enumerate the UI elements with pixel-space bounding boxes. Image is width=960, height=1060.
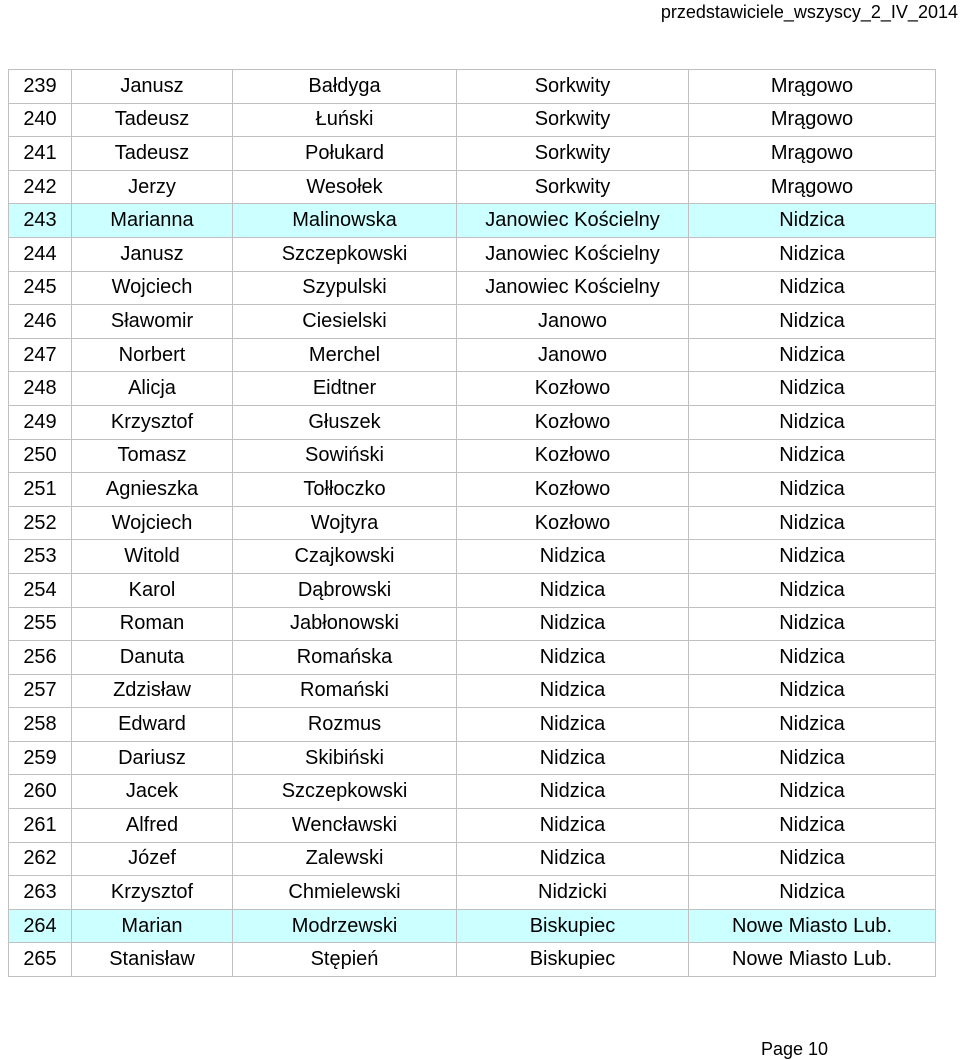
locality-cell: Nidzica xyxy=(457,809,689,843)
first-name-cell: Krzysztof xyxy=(72,876,233,910)
first-name-cell: Wojciech xyxy=(72,271,233,305)
locality-cell: Sorkwity xyxy=(457,103,689,137)
last-name-cell: Romański xyxy=(233,674,457,708)
table-row xyxy=(9,103,936,137)
row-number-cell: 264 xyxy=(9,909,72,943)
row-number-cell: 247 xyxy=(9,338,72,372)
commune-cell: Nowe Miasto Lub. xyxy=(689,943,936,977)
locality-cell: Biskupiec xyxy=(457,943,689,977)
first-name-cell: Alfred xyxy=(72,809,233,843)
commune-cell: Nidzica xyxy=(689,271,936,305)
row-number-cell: 254 xyxy=(9,573,72,607)
last-name-cell: Rozmus xyxy=(233,708,457,742)
locality-cell: Nidzica xyxy=(457,573,689,607)
first-name-cell: Tadeusz xyxy=(72,137,233,171)
first-name-cell: Karol xyxy=(72,573,233,607)
last-name-cell: Zalewski xyxy=(233,842,457,876)
row-number-cell: 261 xyxy=(9,809,72,843)
commune-cell: Nidzica xyxy=(689,775,936,809)
first-name-cell: Alicja xyxy=(72,372,233,406)
table-row xyxy=(9,909,936,943)
page-number: Page 10 xyxy=(761,1039,829,1059)
table-row xyxy=(9,540,936,574)
last-name-cell: Chmielewski xyxy=(233,876,457,910)
table-row xyxy=(9,641,936,675)
first-name-cell: Agnieszka xyxy=(72,473,233,507)
last-name-cell: Połukard xyxy=(233,137,457,171)
row-number-cell: 251 xyxy=(9,473,72,507)
commune-cell: Nidzica xyxy=(689,506,936,540)
commune-cell: Nidzica xyxy=(689,607,936,641)
table-row xyxy=(9,775,936,809)
row-number-cell: 252 xyxy=(9,506,72,540)
row-number-cell: 244 xyxy=(9,237,72,271)
first-name-cell: Roman xyxy=(72,607,233,641)
row-number-cell: 250 xyxy=(9,439,72,473)
row-number-cell: 241 xyxy=(9,137,72,171)
locality-cell: Janowiec Kościelny xyxy=(457,204,689,238)
last-name-cell: Głuszek xyxy=(233,405,457,439)
table-row xyxy=(9,305,936,339)
locality-cell: Janowiec Kościelny xyxy=(457,271,689,305)
locality-cell: Kozłowo xyxy=(457,439,689,473)
locality-cell: Nidzica xyxy=(457,842,689,876)
row-number-cell: 256 xyxy=(9,641,72,675)
locality-cell: Nidzica xyxy=(457,641,689,675)
last-name-cell: Modrzewski xyxy=(233,909,457,943)
last-name-cell: Szypulski xyxy=(233,271,457,305)
last-name-cell: Stępień xyxy=(233,943,457,977)
row-number-cell: 243 xyxy=(9,204,72,238)
last-name-cell: Sowiński xyxy=(233,439,457,473)
commune-cell: Nidzica xyxy=(689,641,936,675)
commune-cell: Nidzica xyxy=(689,372,936,406)
locality-cell: Nidzica xyxy=(457,607,689,641)
first-name-cell: Janusz xyxy=(72,237,233,271)
table-row xyxy=(9,876,936,910)
last-name-cell: Wesołek xyxy=(233,170,457,204)
commune-cell: Nidzica xyxy=(689,473,936,507)
table-body xyxy=(9,70,936,977)
commune-cell: Nidzica xyxy=(689,338,936,372)
document-title: przedstawiciele_wszyscy_2_IV_2014 xyxy=(660,2,958,22)
table-row xyxy=(9,943,936,977)
table-row xyxy=(9,708,936,742)
table-row xyxy=(9,137,936,171)
table-row xyxy=(9,506,936,540)
commune-cell: Mrągowo xyxy=(689,70,936,104)
locality-cell: Nidzicki xyxy=(457,876,689,910)
row-number-cell: 262 xyxy=(9,842,72,876)
commune-cell: Nidzica xyxy=(689,674,936,708)
locality-cell: Biskupiec xyxy=(457,909,689,943)
commune-cell: Nidzica xyxy=(689,405,936,439)
row-number-cell: 253 xyxy=(9,540,72,574)
row-number-cell: 246 xyxy=(9,305,72,339)
table-row xyxy=(9,741,936,775)
locality-cell: Janowiec Kościelny xyxy=(457,237,689,271)
last-name-cell: Bałdyga xyxy=(233,70,457,104)
table-row xyxy=(9,473,936,507)
commune-cell: Nidzica xyxy=(689,876,936,910)
first-name-cell: Wojciech xyxy=(72,506,233,540)
last-name-cell: Szczepkowski xyxy=(233,237,457,271)
row-number-cell: 260 xyxy=(9,775,72,809)
last-name-cell: Malinowska xyxy=(233,204,457,238)
locality-cell: Kozłowo xyxy=(457,506,689,540)
last-name-cell: Dąbrowski xyxy=(233,573,457,607)
first-name-cell: Krzysztof xyxy=(72,405,233,439)
table-row xyxy=(9,170,936,204)
first-name-cell: Sławomir xyxy=(72,305,233,339)
table-row xyxy=(9,573,936,607)
last-name-cell: Merchel xyxy=(233,338,457,372)
row-number-cell: 240 xyxy=(9,103,72,137)
first-name-cell: Danuta xyxy=(72,641,233,675)
commune-cell: Nowe Miasto Lub. xyxy=(689,909,936,943)
commune-cell: Mrągowo xyxy=(689,170,936,204)
last-name-cell: Wencławski xyxy=(233,809,457,843)
commune-cell: Nidzica xyxy=(689,708,936,742)
last-name-cell: Ciesielski xyxy=(233,305,457,339)
table-row xyxy=(9,842,936,876)
locality-cell: Kozłowo xyxy=(457,473,689,507)
locality-cell: Nidzica xyxy=(457,741,689,775)
last-name-cell: Czajkowski xyxy=(233,540,457,574)
first-name-cell: Zdzisław xyxy=(72,674,233,708)
table-row xyxy=(9,70,936,104)
row-number-cell: 265 xyxy=(9,943,72,977)
last-name-cell: Wojtyra xyxy=(233,506,457,540)
table-row xyxy=(9,607,936,641)
commune-cell: Nidzica xyxy=(689,809,936,843)
row-number-cell: 242 xyxy=(9,170,72,204)
locality-cell: Kozłowo xyxy=(457,405,689,439)
first-name-cell: Stanisław xyxy=(72,943,233,977)
first-name-cell: Norbert xyxy=(72,338,233,372)
locality-cell: Sorkwity xyxy=(457,170,689,204)
row-number-cell: 239 xyxy=(9,70,72,104)
first-name-cell: Jacek xyxy=(72,775,233,809)
commune-cell: Nidzica xyxy=(689,842,936,876)
row-number-cell: 258 xyxy=(9,708,72,742)
table-row xyxy=(9,372,936,406)
commune-cell: Mrągowo xyxy=(689,103,936,137)
table-row xyxy=(9,204,936,238)
table-row xyxy=(9,237,936,271)
last-name-cell: Jabłonowski xyxy=(233,607,457,641)
row-number-cell: 245 xyxy=(9,271,72,305)
first-name-cell: Tadeusz xyxy=(72,103,233,137)
locality-cell: Nidzica xyxy=(457,775,689,809)
table-row xyxy=(9,405,936,439)
first-name-cell: Dariusz xyxy=(72,741,233,775)
table-row xyxy=(9,439,936,473)
table-row xyxy=(9,338,936,372)
commune-cell: Nidzica xyxy=(689,741,936,775)
locality-cell: Janowo xyxy=(457,305,689,339)
commune-cell: Nidzica xyxy=(689,573,936,607)
locality-cell: Sorkwity xyxy=(457,137,689,171)
representatives-table xyxy=(8,69,936,977)
first-name-cell: Józef xyxy=(72,842,233,876)
commune-cell: Nidzica xyxy=(689,204,936,238)
first-name-cell: Tomasz xyxy=(72,439,233,473)
first-name-cell: Witold xyxy=(72,540,233,574)
locality-cell: Nidzica xyxy=(457,708,689,742)
row-number-cell: 249 xyxy=(9,405,72,439)
last-name-cell: Eidtner xyxy=(233,372,457,406)
table-row xyxy=(9,809,936,843)
commune-cell: Nidzica xyxy=(689,439,936,473)
commune-cell: Mrągowo xyxy=(689,137,936,171)
row-number-cell: 263 xyxy=(9,876,72,910)
locality-cell: Kozłowo xyxy=(457,372,689,406)
last-name-cell: Romańska xyxy=(233,641,457,675)
commune-cell: Nidzica xyxy=(689,237,936,271)
last-name-cell: Łuński xyxy=(233,103,457,137)
commune-cell: Nidzica xyxy=(689,540,936,574)
row-number-cell: 248 xyxy=(9,372,72,406)
table-row xyxy=(9,674,936,708)
last-name-cell: Skibiński xyxy=(233,741,457,775)
table-row xyxy=(9,271,936,305)
last-name-cell: Szczepkowski xyxy=(233,775,457,809)
commune-cell: Nidzica xyxy=(689,305,936,339)
locality-cell: Nidzica xyxy=(457,674,689,708)
first-name-cell: Edward xyxy=(72,708,233,742)
first-name-cell: Janusz xyxy=(72,70,233,104)
row-number-cell: 259 xyxy=(9,741,72,775)
locality-cell: Janowo xyxy=(457,338,689,372)
row-number-cell: 255 xyxy=(9,607,72,641)
locality-cell: Sorkwity xyxy=(457,70,689,104)
row-number-cell: 257 xyxy=(9,674,72,708)
first-name-cell: Jerzy xyxy=(72,170,233,204)
first-name-cell: Marianna xyxy=(72,204,233,238)
first-name-cell: Marian xyxy=(72,909,233,943)
locality-cell: Nidzica xyxy=(457,540,689,574)
last-name-cell: Tołłoczko xyxy=(233,473,457,507)
